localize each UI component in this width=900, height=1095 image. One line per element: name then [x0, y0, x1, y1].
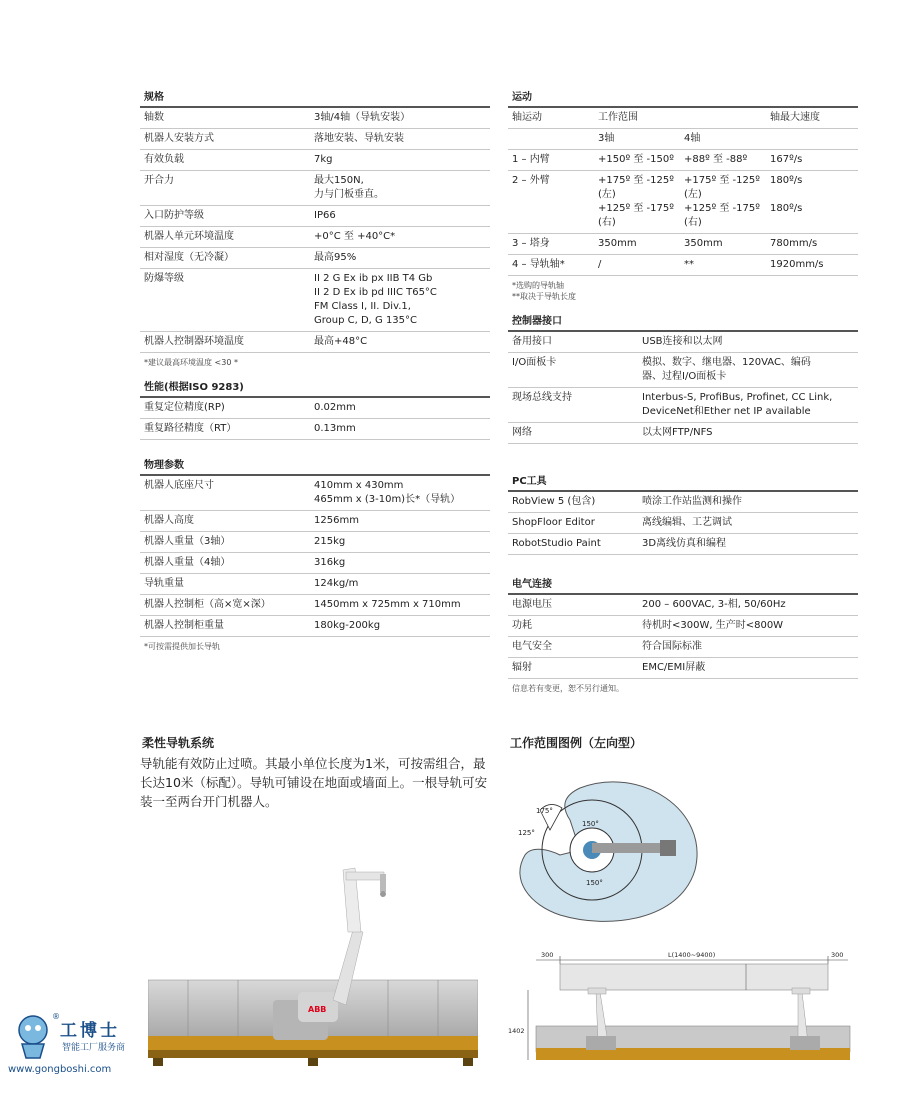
- specs-note: *建议最高环境温度 <30 *: [144, 358, 238, 367]
- row-value: 3轴/4轴（导轨安装）: [314, 112, 411, 123]
- physical-title: 物理参数: [140, 456, 490, 476]
- motion-header-row: [508, 108, 858, 129]
- row-value: 0.02mm: [314, 402, 356, 413]
- row-value: 以太网FTP/NFS: [642, 427, 713, 438]
- abb-logo-text: ABB: [308, 1005, 327, 1014]
- row-label: I/O面板卡: [512, 357, 557, 368]
- motion-table: [508, 150, 858, 276]
- row-label: 辐射: [512, 662, 532, 673]
- row-value: 1450mm x 725mm x 710mm: [314, 599, 461, 610]
- row-label: 入口防护等级: [144, 210, 204, 221]
- motion-cell-b: /: [598, 259, 602, 270]
- performance-table: [140, 398, 490, 440]
- row-label: 功耗: [512, 620, 532, 631]
- table-row: [140, 108, 490, 129]
- logo-slogan: 智能工厂服务商: [62, 1043, 126, 1053]
- specs-table: [140, 108, 490, 353]
- row-label: 有效负载: [144, 154, 184, 165]
- row-value: 410mm x 430mm 465mm x (3-10m)长*（导轨）: [314, 480, 461, 505]
- table-row: [140, 150, 490, 171]
- table-row: [140, 574, 490, 595]
- motion-header-speed: 轴最大速度: [770, 112, 820, 123]
- angle-150-bottom-label: 150°: [586, 879, 603, 887]
- logo-brand: 工博士: [60, 1021, 120, 1041]
- row-label: 重复路径精度（RT）: [144, 423, 237, 434]
- work-range-arm: [592, 843, 667, 853]
- motion-title: 运动: [508, 88, 858, 108]
- rail-robot-illustration: [148, 860, 478, 1070]
- row-label: 机器人安装方式: [144, 133, 214, 144]
- row-label: 机器人高度: [144, 515, 194, 526]
- motion-cell-a: 4 – 导轨轴*: [512, 259, 565, 270]
- angle-150-top-label: 150°: [582, 820, 599, 828]
- row-value: EMC/EMI屏蔽: [642, 662, 706, 673]
- table-row: [140, 129, 490, 150]
- motion-cell-b: +175º 至 -125º (左) +125º 至 -175º (右): [598, 175, 674, 228]
- table-row: [140, 227, 490, 248]
- motion-subheader-3axis: 3轴: [598, 133, 615, 144]
- table-row: [140, 532, 490, 553]
- angle-175-label: 175°: [536, 807, 553, 815]
- row-value: 最大150N, 力与门板垂直。: [314, 175, 384, 200]
- motion-cell-c: 350mm: [684, 238, 723, 249]
- work-range-diagram: [510, 770, 710, 930]
- motion-cell-d: 1920mm/s: [770, 259, 824, 270]
- row-value: 最高+48°C: [314, 336, 368, 347]
- motion-cell-b: 350mm: [598, 238, 637, 249]
- motion-subheader-row: [508, 129, 858, 150]
- row-label: 现场总线支持: [512, 392, 572, 403]
- motion-cell-a: 1 – 内臂: [512, 154, 550, 165]
- rail-dimension-drawing: [508, 948, 860, 1073]
- performance-title: 性能(根据ISO 9283): [140, 378, 490, 398]
- table-row: [508, 492, 858, 513]
- motion-cell-a: 3 – 塔身: [512, 238, 550, 249]
- table-row: [508, 534, 858, 555]
- table-row: [140, 476, 490, 511]
- row-value: 符合国际标准: [642, 641, 702, 652]
- motion-header-axis: 轴运动: [512, 112, 542, 123]
- row-value: 喷涂工作站监测和操作: [642, 496, 742, 507]
- pctools-table: [508, 492, 858, 555]
- workrange-title: 工作范围图例（左向型）: [510, 736, 643, 750]
- row-value: 模拟、数字、继电器、120VAC、编码 器、过程I/O面板卡: [642, 357, 811, 382]
- electrical-title: 电气连接: [508, 575, 858, 595]
- row-value: Interbus-S, ProfiBus, Profinet, CC Link, DeviceNet和Ether net IP available: [642, 392, 833, 417]
- dim-left-300: 300: [541, 951, 554, 959]
- table-row: [140, 248, 490, 269]
- table-row: [140, 419, 490, 440]
- table-row: [140, 511, 490, 532]
- motion-row: [508, 150, 858, 171]
- row-label: 导轨重量: [144, 578, 184, 589]
- motion-cell-d: 167º/s: [770, 154, 803, 165]
- registered-mark: ®: [52, 1012, 60, 1021]
- row-label: 备用接口: [512, 336, 552, 347]
- motion-cell-d: 180º/s 180º/s: [770, 175, 803, 214]
- row-label: 电源电压: [512, 599, 552, 610]
- row-value: II 2 G Ex ib px IIB T4 Gb II 2 D Ex ib pd IIIC T65°C FM Class I, II. Div.1, Group C, D, G 135°C: [314, 273, 437, 326]
- dim-height-1402: 1402: [508, 1027, 525, 1035]
- table-row: [508, 332, 858, 353]
- motion-cell-b: +150º 至 -150º: [598, 154, 674, 165]
- pctools-title: PC工具: [508, 472, 858, 492]
- row-value: 落地安装、导轨安装: [314, 133, 404, 144]
- row-label: 机器人单元环境温度: [144, 231, 234, 242]
- specs-title: 规格: [140, 88, 490, 108]
- table-row: [508, 423, 858, 444]
- row-label: 机器人重量（4轴）: [144, 557, 231, 568]
- table-row: [140, 332, 490, 353]
- table-row: [508, 595, 858, 616]
- table-row: [140, 616, 490, 637]
- row-label: 机器人底座尺寸: [144, 480, 214, 491]
- row-value: 3D离线仿真和编程: [642, 538, 727, 549]
- rail-title: 柔性导轨系统: [142, 736, 215, 750]
- row-label: RobotStudio Paint: [512, 538, 601, 549]
- motion-row: [508, 255, 858, 276]
- mascot-icon: [8, 1012, 58, 1062]
- physical-note: *可按需提供加长导轨: [144, 642, 220, 651]
- table-row: [140, 206, 490, 227]
- left-column: [140, 88, 490, 652]
- row-value: 离线编辑、工艺调试: [642, 517, 732, 528]
- row-value: 待机时<300W, 生产时<800W: [642, 620, 784, 631]
- row-value: 200 – 600VAC, 3-相, 50/60Hz: [642, 599, 786, 610]
- row-label: 轴数: [144, 112, 164, 123]
- row-value: IP66: [314, 210, 336, 221]
- electrical-note: 信息若有变更，恕不另行通知。: [512, 684, 624, 693]
- controller-table: [508, 332, 858, 444]
- motion-subheader-4axis: 4轴: [684, 133, 701, 144]
- motion-note: *选购的导轨轴 **取决于导轨长度: [512, 281, 576, 301]
- dim-length: L(1400~9400): [668, 951, 716, 959]
- logo-url: www.gongboshi.com: [8, 1064, 112, 1075]
- angle-125-label: 125°: [518, 829, 535, 837]
- electrical-table: [508, 595, 858, 679]
- motion-cell-d: 780mm/s: [770, 238, 818, 249]
- table-row: [508, 388, 858, 423]
- row-value: 180kg-200kg: [314, 620, 381, 631]
- row-value: 1256mm: [314, 515, 359, 526]
- table-row: [140, 269, 490, 332]
- row-value: USB连接和以太网: [642, 336, 723, 347]
- table-row: [508, 353, 858, 388]
- table-row: [140, 398, 490, 419]
- row-value: +0°C 至 +40°C*: [314, 231, 396, 242]
- table-row: [508, 513, 858, 534]
- controller-title: 控制器接口: [508, 312, 858, 332]
- row-value: 124kg/m: [314, 578, 359, 589]
- right-column: [508, 88, 858, 694]
- table-row: [140, 553, 490, 574]
- row-label: ShopFloor Editor: [512, 517, 595, 528]
- motion-cell-a: 2 – 外臂: [512, 175, 550, 186]
- physical-table: [140, 476, 490, 637]
- gongboshi-logo: [8, 1012, 148, 1084]
- row-label: 电气安全: [512, 641, 552, 652]
- row-label: 机器人控制柜（高×宽×深）: [144, 599, 271, 610]
- motion-cell-c: +175º 至 -125º (左) +125º 至 -175º (右): [684, 175, 760, 228]
- table-row: [140, 171, 490, 206]
- motion-cell-c: +88º 至 -88º: [684, 154, 748, 165]
- row-label: 机器人重量（3轴）: [144, 536, 231, 547]
- motion-cell-c: **: [684, 259, 694, 270]
- rail-description: 导轨能有效防止过喷。其最小单位长度为1米，可按需组合，最长达10米（标配）。导轨可铺设在地面或墙面上。一根导轨可安装一至两台开门机器人。: [140, 756, 488, 809]
- row-label: 开合力: [144, 175, 174, 186]
- table-row: [508, 658, 858, 679]
- dim-right-300: 300: [831, 951, 844, 959]
- row-label: 防爆等级: [144, 273, 184, 284]
- motion-header-range: 工作范围: [598, 112, 638, 123]
- row-label: RobView 5 (包含): [512, 496, 596, 507]
- row-label: 相对湿度（无冷凝）: [144, 252, 234, 263]
- row-value: 215kg: [314, 536, 346, 547]
- table-row: [508, 616, 858, 637]
- row-value: 316kg: [314, 557, 346, 568]
- row-label: 重复定位精度(RP): [144, 402, 225, 413]
- row-label: 机器人控制柜重量: [144, 620, 224, 631]
- row-label: 网络: [512, 427, 532, 438]
- row-value: 最高95%: [314, 252, 357, 263]
- motion-row: [508, 171, 858, 234]
- row-label: 机器人控制器环境温度: [144, 336, 244, 347]
- row-value: 0.13mm: [314, 423, 356, 434]
- table-row: [140, 595, 490, 616]
- motion-row: [508, 234, 858, 255]
- table-row: [508, 637, 858, 658]
- row-value: 7kg: [314, 154, 333, 165]
